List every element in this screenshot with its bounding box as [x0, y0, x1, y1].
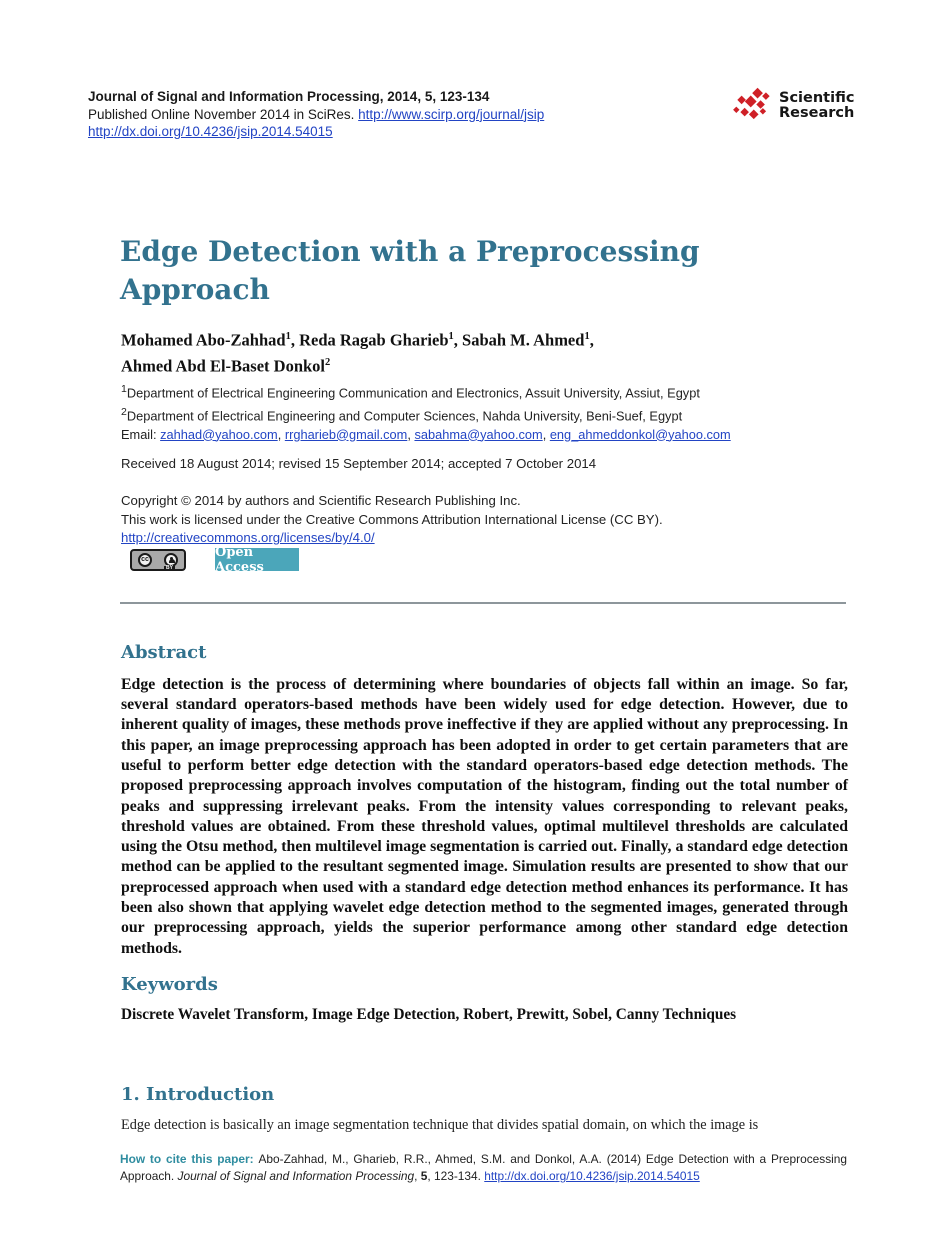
affiliation-number: 2	[121, 405, 127, 418]
cc-icon	[138, 553, 152, 567]
email-line	[121, 426, 841, 445]
abstract-heading: Abstract	[121, 641, 207, 663]
email-separator: ,	[542, 426, 550, 442]
email-separator: ,	[277, 426, 285, 442]
cite-journal-name: Journal of Signal and Information Processing	[177, 1169, 415, 1183]
cite-pages: , 123-134.	[427, 1169, 485, 1183]
license-link[interactable]: http://creativecommons.org/licenses/by/4.0/	[121, 530, 375, 545]
published-online-line	[88, 106, 678, 124]
license-badges-row	[130, 544, 299, 575]
email-link[interactable]: eng_ahmeddonkol@yahoo.com	[549, 426, 731, 442]
affiliation-line	[121, 403, 841, 426]
author-name: Mohamed Abo-Zahhad	[121, 330, 286, 350]
introduction-heading: 1. Introduction	[121, 1083, 275, 1105]
page-title: Edge Detection with a Preprocessing Approach	[120, 234, 700, 306]
author-affiliation-mark: 1	[285, 331, 291, 342]
email-link[interactable]: sabahma@yahoo.com	[414, 426, 543, 442]
cite-doi-link[interactable]: http://dx.doi.org/10.4236/jsip.2014.54015	[484, 1169, 700, 1183]
published-online-text: Published Online November 2014 in SciRes.	[88, 106, 359, 122]
doi-line	[88, 123, 678, 141]
affiliation-text: Department of Electrical Engineering Communication and Electronics, Assuit University, Assiut, Egypt	[126, 385, 700, 401]
logo-diamonds-icon	[731, 84, 775, 128]
affiliation-text: Department of Electrical Engineering and Computer Sciences, Nahda University, Beni-Suef, Egypt	[126, 408, 683, 424]
how-to-cite-footer	[120, 1151, 847, 1185]
author-name: Reda Ragab Gharieb	[299, 330, 449, 350]
author-affiliation-mark: 1	[584, 331, 590, 342]
affiliation-line	[121, 380, 841, 403]
copyright-line-1: Copyright © 2014 by authors and Scientific Research Publishing Inc.	[121, 493, 521, 508]
cc-by-license-badge[interactable]	[130, 549, 186, 571]
journal-header	[88, 88, 678, 141]
author-affiliation-mark: 1	[448, 331, 454, 342]
email-link[interactable]: rrgharieb@gmail.com	[284, 426, 408, 442]
logo-word-2: Research	[779, 105, 855, 121]
author-separator: ,	[589, 330, 594, 350]
affiliation-number: 1	[121, 383, 127, 395]
keywords-text: Discrete Wavelet Transform, Image Edge Detection, Robert, Prewitt, Sobel, Canny Techniques	[121, 1006, 737, 1024]
author-separator: ,	[290, 330, 300, 350]
journal-citation-line: Journal of Signal and Information Processing, 2014, 5, 123-134	[88, 89, 490, 104]
cite-separator: ,	[414, 1169, 421, 1183]
copyright-line-2: This work is licensed under the Creative Commons Attribution International License (CC BY).	[121, 511, 663, 527]
cite-text: Abo-Zahhad, M., Gharieb, R.R., Ahmed, S.M. and Donkol, A.A. (2014) Edge Detection with a Preprocessing Approach.	[120, 1152, 848, 1183]
journal-link[interactable]: http://www.scirp.org/journal/jsip	[358, 106, 545, 122]
logo-word-1: Scientific	[779, 89, 855, 106]
abstract-text: Edge detection is the process of determining where boundaries of objects fall within an image. So far, several standard operators-based methods have been widely used for edge detection. However, due to inherent quality of images, these methods prove ineffective if they are applied without any preprocessing. In this paper, an image preprocessing approach has been adopted in order to get certain parameters that are useful to perform better edge detection with the standard operators-based edge detection methods. The proposed preprocessing approach involves computation of the histogram, finding out the total number of peaks and suppressing irrelevant peaks. From the intensity values corresponding to relevant peaks, threshold values are obtained. From these threshold values, optimal multilevel thresholds are calculated using the Otsu method, then multilevel image segmentation is carried out. Finally, a standard edge detection method can be applied to the resultant segmented image. Simulation results are presented to show that our preprocessed approach when used with a standard edge detection method enhances its performance. It has been also shown that applying wavelet edge detection method to the segmented images, generated through our preprocessing approach, yields the superior performance among other standard edge detection methods.	[121, 675, 848, 957]
email-separator: ,	[407, 426, 415, 442]
author-affiliation-mark: 2	[325, 356, 331, 368]
person-body	[169, 559, 175, 563]
cite-label: How to cite this paper:	[120, 1152, 259, 1166]
section-divider	[120, 602, 846, 604]
doi-link[interactable]: http://dx.doi.org/10.4236/jsip.2014.54015	[88, 124, 333, 139]
by-label: BY	[166, 564, 173, 571]
author-name: Sabah M. Ahmed	[462, 330, 585, 350]
email-link[interactable]: zahhad@yahoo.com	[160, 426, 278, 442]
introduction-text: Edge detection is basically an image segmentation technique that divides spatial domain, on which the image is	[121, 1117, 759, 1134]
author-name: Ahmed Abd El-Baset Donkol	[121, 356, 326, 375]
cc-letters: cc	[141, 556, 149, 563]
open-access-label: Open Access	[215, 544, 264, 575]
keywords-heading: Keywords	[121, 973, 218, 995]
author-list	[121, 326, 801, 377]
scientific-research-logo	[731, 84, 854, 128]
author-separator: ,	[453, 330, 463, 350]
received-dates-line: Received 18 August 2014; revised 15 September 2014; accepted 7 October 2014	[121, 456, 597, 471]
open-access-badge[interactable]	[215, 544, 299, 575]
affiliations-block	[121, 380, 841, 444]
logo-wordmark	[779, 91, 854, 122]
cite-volume: 5	[420, 1169, 428, 1183]
copyright-block	[121, 492, 841, 548]
email-label: Email:	[121, 426, 161, 442]
